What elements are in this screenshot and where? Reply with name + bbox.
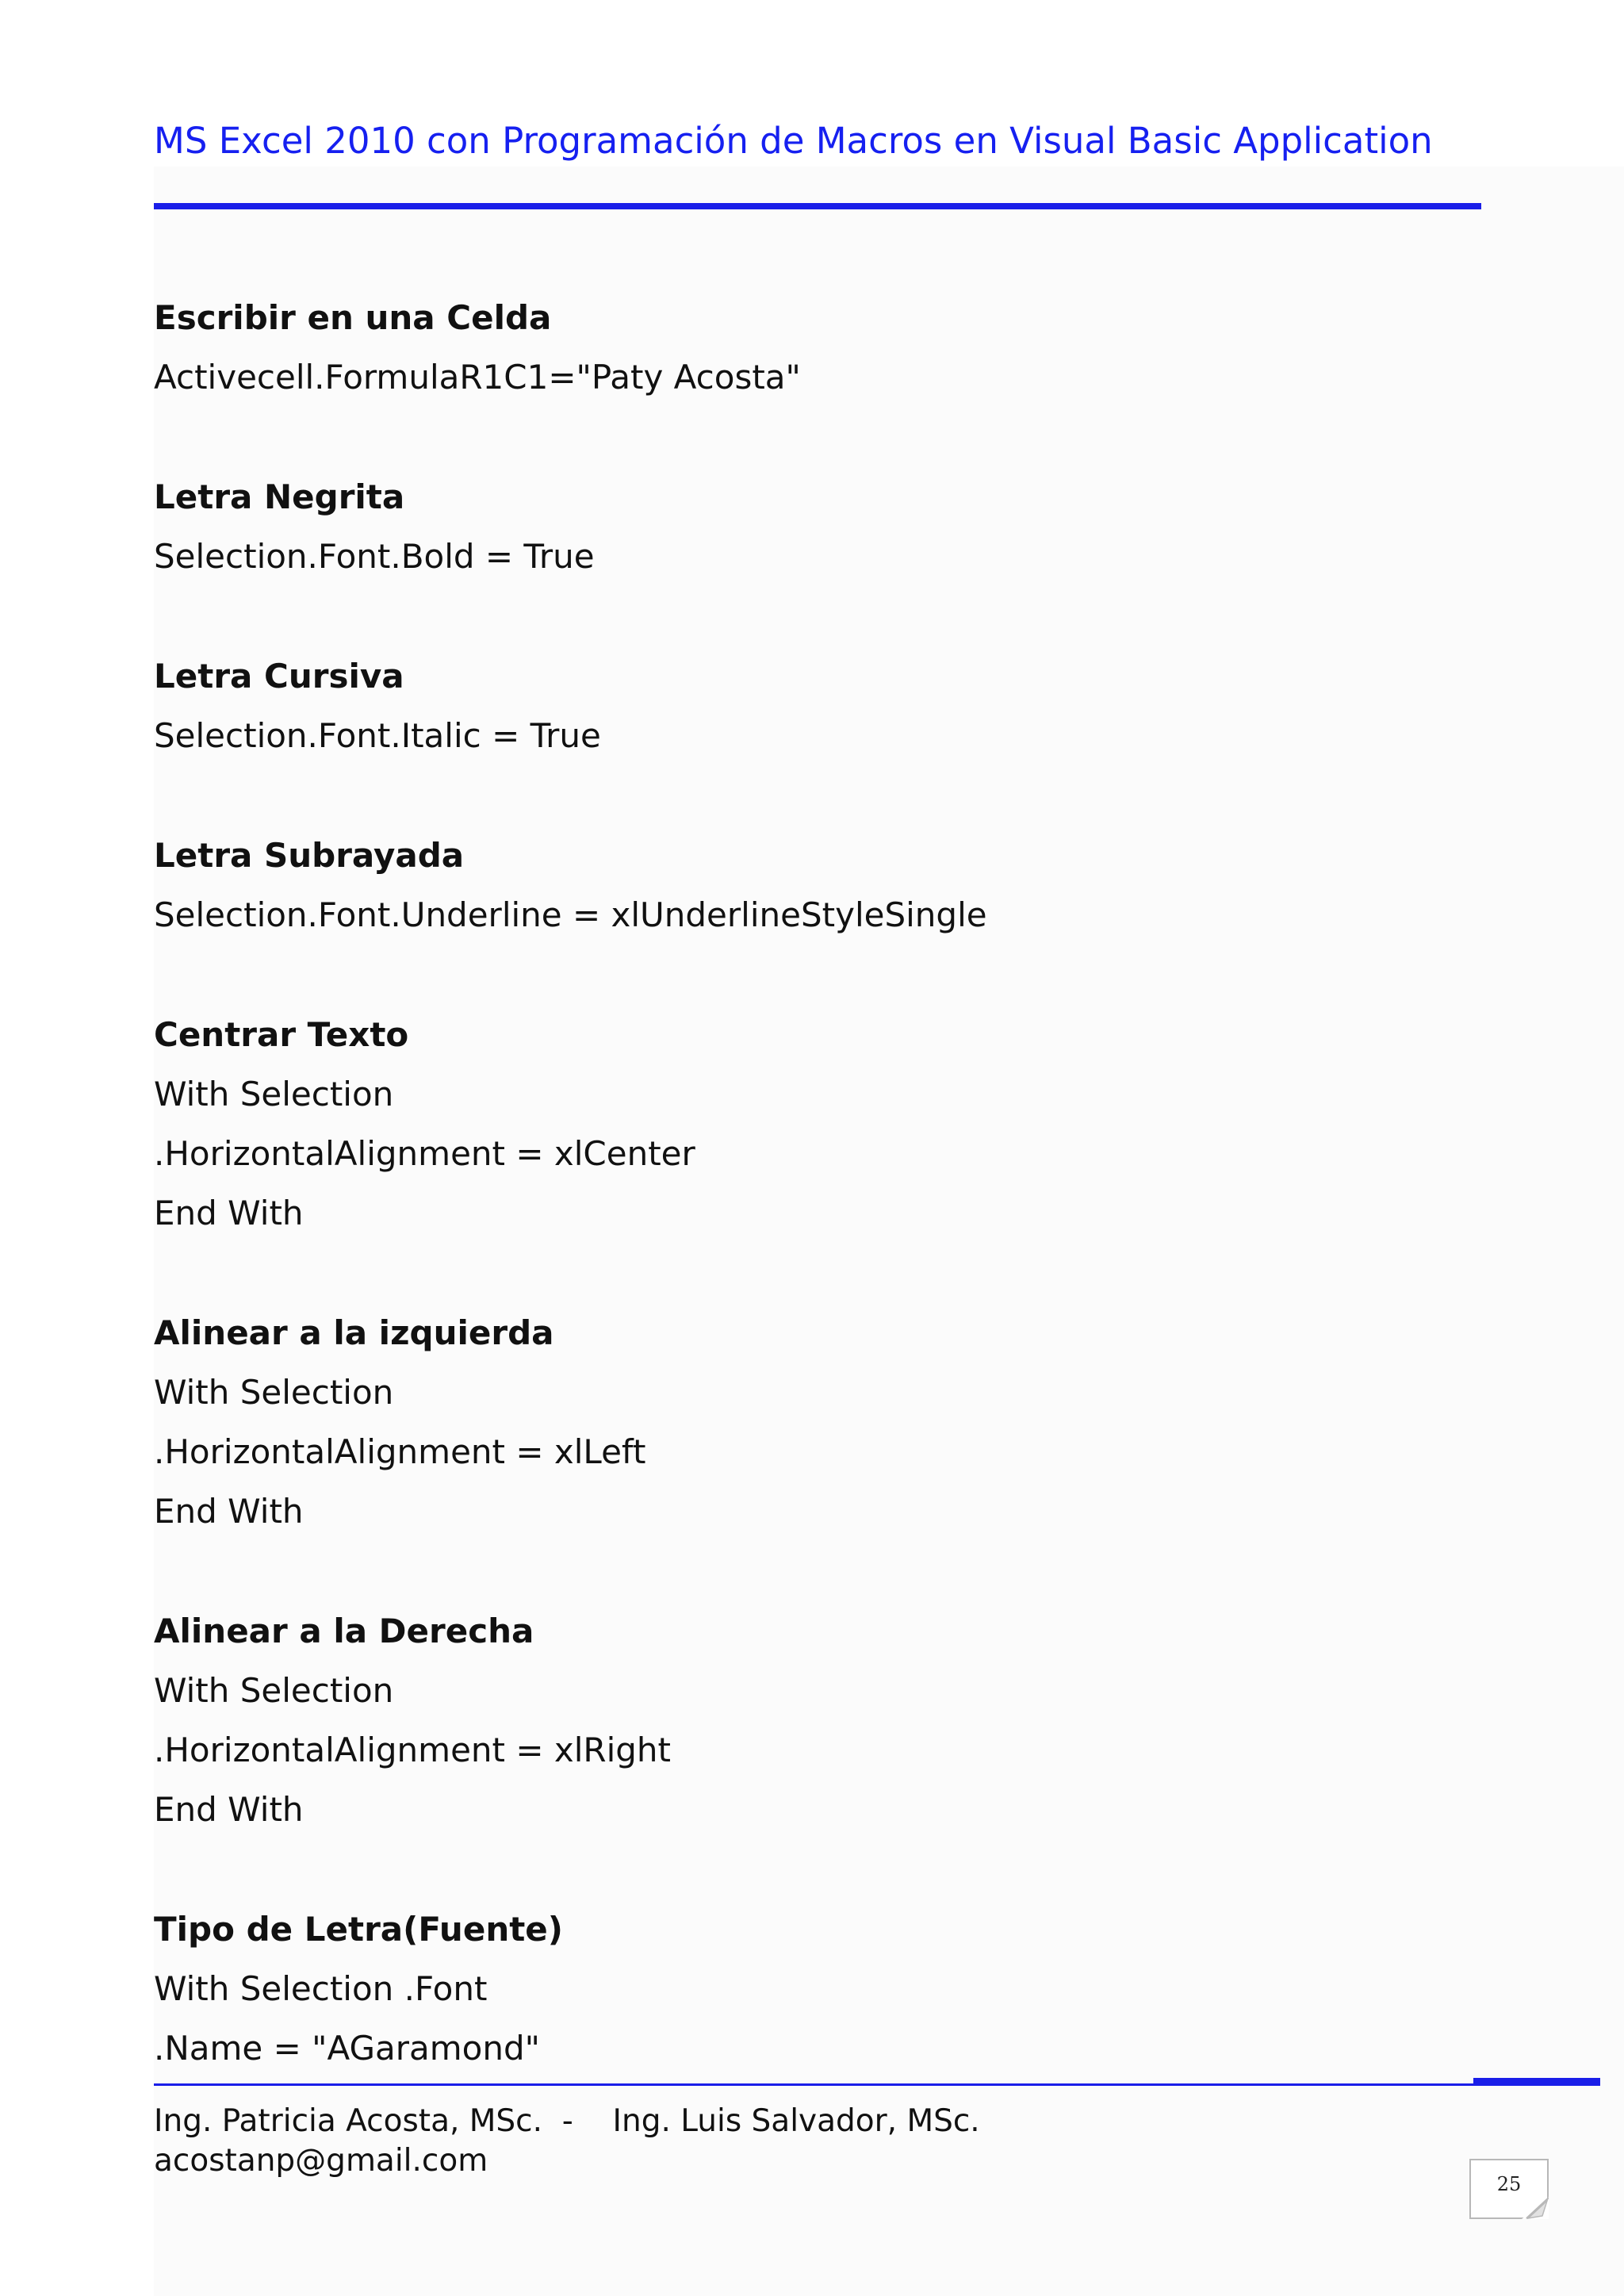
code-line: With Selection .Font	[154, 1969, 488, 2008]
section-letra-negrita	[154, 467, 1502, 586]
section-heading: Alinear a la Derecha	[154, 1612, 534, 1650]
footer-rule	[154, 2083, 1474, 2086]
section-heading: Centrar Texto	[154, 1015, 409, 1054]
page-number: 25	[1496, 2173, 1522, 2195]
section-alinear-derecha	[154, 1601, 1502, 1839]
section-heading: Tipo de Letra(Fuente)	[154, 1910, 563, 1949]
section-heading: Letra Subrayada	[154, 836, 465, 875]
code-line: Selection.Font.Italic = True	[154, 716, 601, 755]
page-number-box	[1469, 2159, 1549, 2219]
section-alinear-izquierda	[154, 1303, 1502, 1541]
section-tipo-letra	[154, 1899, 1502, 2078]
section-heading: Letra Cursiva	[154, 657, 404, 696]
document-body	[154, 288, 1502, 2138]
section-centrar-texto	[154, 1005, 1502, 1243]
section-letra-subrayada	[154, 826, 1502, 945]
code-line: With Selection	[154, 1671, 394, 1710]
header-title: MS Excel 2010 con Programación de Macros en Visual Basic Application	[154, 120, 1433, 162]
header-rule	[154, 203, 1481, 209]
footer-authors: Ing. Patricia Acosta, MSc. - Ing. Luis Salvador, MSc.	[154, 2103, 980, 2139]
section-letra-cursiva	[154, 646, 1502, 765]
code-line: Selection.Font.Underline = xlUnderlineStyleSingle	[154, 895, 987, 934]
code-line: Selection.Font.Bold = True	[154, 537, 595, 576]
code-line: With Selection	[154, 1075, 394, 1114]
code-line: End With	[154, 1194, 304, 1232]
footer-email: acostanp@gmail.com	[154, 2143, 488, 2179]
section-escribir-celda	[154, 288, 1502, 407]
code-line: .HorizontalAlignment = xlLeft	[154, 1432, 646, 1471]
footer-rule-accent	[1473, 2078, 1600, 2086]
code-line: .HorizontalAlignment = xlCenter	[154, 1134, 695, 1173]
section-heading: Alinear a la izquierda	[154, 1313, 554, 1352]
code-line: End With	[154, 1790, 304, 1829]
section-heading: Letra Negrita	[154, 477, 405, 516]
code-line: End With	[154, 1492, 304, 1531]
code-line: Activecell.FormulaR1C1="Paty Acosta"	[154, 358, 801, 397]
section-heading: Escribir en una Celda	[154, 298, 552, 337]
code-line: .Name = "AGaramond"	[154, 2029, 540, 2068]
page-curl-icon	[1522, 2197, 1549, 2219]
code-line: .HorizontalAlignment = xlRight	[154, 1731, 672, 1769]
code-line: With Selection	[154, 1373, 394, 1412]
